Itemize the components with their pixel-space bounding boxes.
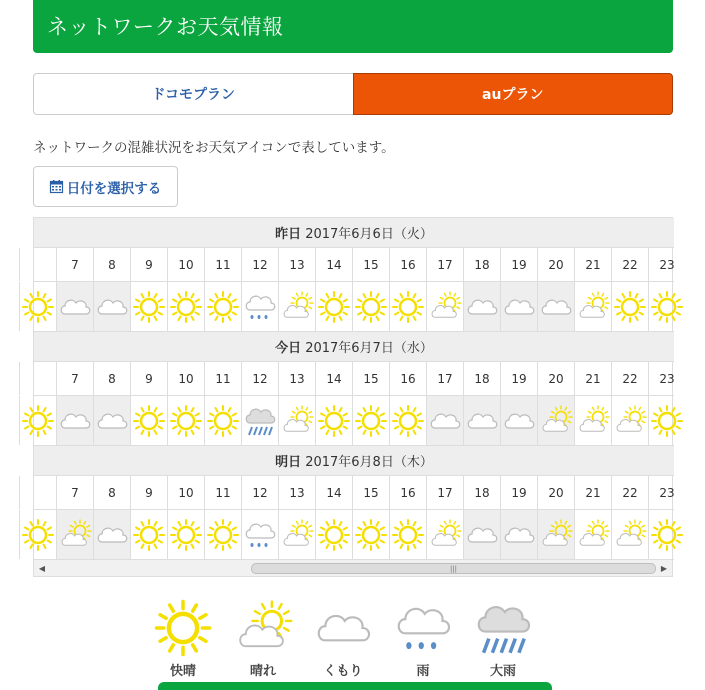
weather-cell	[537, 396, 574, 445]
sunny-icon	[153, 598, 213, 658]
weather-cell	[352, 510, 389, 559]
sunny-icon	[613, 290, 647, 324]
sunny-icon	[169, 404, 203, 438]
hour-cell: 17	[426, 362, 463, 395]
hour-cell: 8	[93, 476, 130, 509]
scrollbar-thumb[interactable]: |||	[251, 563, 656, 574]
weather-cell	[315, 510, 352, 559]
sunny-icon	[169, 518, 203, 552]
partly-sunny-icon	[58, 518, 92, 552]
weather-cell	[537, 282, 574, 331]
hour-cell: 21	[574, 476, 611, 509]
hour-cell: 14	[315, 248, 352, 281]
hour-cell: 15	[352, 248, 389, 281]
sunny-icon	[21, 518, 55, 552]
hour-cell: 21	[574, 248, 611, 281]
select-date-button[interactable]	[33, 166, 178, 207]
hour-cell: 7	[56, 362, 93, 395]
sunny-icon	[169, 290, 203, 324]
weather-cell	[500, 396, 537, 445]
legend-item-rain	[390, 598, 456, 686]
day-header	[34, 446, 674, 476]
weather-cell	[56, 396, 93, 445]
weather-cell	[56, 282, 93, 331]
cloud-icon	[502, 518, 536, 552]
hours-row	[34, 248, 674, 282]
sunny-icon	[354, 290, 388, 324]
heavy-rain-icon	[243, 404, 277, 438]
day-date: 2017年6月6日（火）	[305, 227, 433, 242]
weather-cell	[167, 396, 204, 445]
weather-cell	[93, 282, 130, 331]
cloud-icon	[465, 404, 499, 438]
rain-icon	[243, 290, 277, 324]
hour-cell: 10	[167, 362, 204, 395]
hour-cell: 16	[389, 248, 426, 281]
plan-tabs	[33, 73, 673, 115]
hour-cell: 11	[204, 248, 241, 281]
partly-sunny-icon	[539, 404, 573, 438]
weather-cell	[352, 396, 389, 445]
cloud-icon	[502, 404, 536, 438]
hour-cell: 9	[130, 476, 167, 509]
hour-cell-previous	[19, 362, 56, 395]
hour-cell: 17	[426, 248, 463, 281]
sunny-icon	[650, 290, 684, 324]
partly-sunny-icon	[613, 518, 647, 552]
sunny-icon	[21, 404, 55, 438]
sunny-icon	[650, 518, 684, 552]
sunny-icon	[354, 518, 388, 552]
partly-sunny-icon	[428, 290, 462, 324]
hour-cell: 19	[500, 476, 537, 509]
hour-cell: 11	[204, 476, 241, 509]
hour-cell: 10	[167, 248, 204, 281]
legend-label: 雨	[416, 664, 430, 679]
horizontal-scrollbar[interactable]	[34, 559, 672, 576]
hour-cell: 22	[611, 476, 648, 509]
sunny-icon	[132, 518, 166, 552]
weather-cell-previous	[19, 510, 56, 559]
weather-cell	[463, 282, 500, 331]
cloud-icon	[313, 598, 373, 658]
rain-icon	[243, 518, 277, 552]
weather-cell	[204, 396, 241, 445]
day-header	[34, 332, 674, 362]
hour-cell: 20	[537, 248, 574, 281]
tab-au-plan[interactable]: auプラン	[353, 73, 674, 115]
header-bar	[33, 0, 673, 53]
hour-cell: 15	[352, 476, 389, 509]
weather-cell	[426, 282, 463, 331]
hour-cell: 11	[204, 362, 241, 395]
weather-cell-previous	[19, 396, 56, 445]
calendar-icon	[50, 180, 63, 193]
hour-cell: 7	[56, 476, 93, 509]
legend-label: 快晴	[169, 664, 196, 679]
sunny-icon	[206, 404, 240, 438]
sunny-icon	[132, 290, 166, 324]
day-date: 2017年6月8日（木）	[305, 455, 433, 470]
day-date: 2017年6月7日（水）	[305, 341, 433, 356]
partly-sunny-icon	[280, 518, 314, 552]
sunny-icon	[317, 518, 351, 552]
day-block-today	[34, 332, 675, 386]
weather-cell	[241, 396, 278, 445]
partly-sunny-icon	[280, 404, 314, 438]
cloud-icon	[465, 518, 499, 552]
cloud-icon	[95, 290, 129, 324]
cloud-icon	[465, 290, 499, 324]
hour-cell-previous	[19, 248, 56, 281]
hour-cell: 12	[241, 248, 278, 281]
hour-cell: 22	[611, 248, 648, 281]
weather-cell	[389, 282, 426, 331]
weather-icons-row	[34, 510, 674, 560]
sunny-icon	[650, 404, 684, 438]
weather-cell	[648, 510, 685, 559]
weather-icons-row	[34, 396, 674, 446]
weather-cell	[130, 396, 167, 445]
hour-cell: 20	[537, 362, 574, 395]
hour-cell: 19	[500, 248, 537, 281]
weather-cell-previous	[19, 282, 56, 331]
select-date-label: 日付を選択する	[66, 180, 162, 197]
tab-docomo-plan[interactable]: ドコモプラン	[33, 73, 353, 115]
weather-cell	[389, 396, 426, 445]
hour-cell: 13	[278, 248, 315, 281]
hour-cell: 8	[93, 362, 130, 395]
weather-cell	[278, 396, 315, 445]
weather-cell	[574, 282, 611, 331]
weather-legend	[150, 598, 550, 686]
day-name: 今日	[275, 341, 302, 356]
legend-label: 晴れ	[249, 664, 276, 679]
weather-cell	[463, 396, 500, 445]
hour-cell: 18	[463, 248, 500, 281]
weather-cell	[167, 510, 204, 559]
hours-row	[34, 476, 674, 510]
sunny-icon	[206, 518, 240, 552]
sunny-icon	[317, 404, 351, 438]
day-header	[34, 218, 674, 248]
hour-cell: 17	[426, 476, 463, 509]
sunny-icon	[354, 404, 388, 438]
day-block-yesterday	[34, 218, 675, 272]
hour-cell: 9	[130, 248, 167, 281]
weather-cell	[56, 510, 93, 559]
cloud-icon	[58, 404, 92, 438]
weather-cell	[315, 396, 352, 445]
hour-cell: 18	[463, 362, 500, 395]
hour-cell: 22	[611, 362, 648, 395]
hour-cell: 9	[130, 362, 167, 395]
scroll-left-arrow-icon[interactable]: ◀	[38, 563, 46, 573]
partly-sunny-icon	[280, 290, 314, 324]
weather-cell	[130, 282, 167, 331]
partly-sunny-icon	[576, 518, 610, 552]
weather-cell	[93, 510, 130, 559]
hour-cell: 13	[278, 362, 315, 395]
cloud-icon	[428, 404, 462, 438]
weather-cell	[648, 396, 685, 445]
partly-sunny-icon	[576, 404, 610, 438]
bottom-green-bar	[158, 682, 552, 690]
day-name: 明日	[275, 455, 302, 470]
sunny-icon	[391, 518, 425, 552]
weather-cell	[315, 282, 352, 331]
weather-cell	[500, 510, 537, 559]
rain-icon	[393, 598, 453, 658]
weather-cell	[93, 396, 130, 445]
hour-cell: 23	[648, 476, 685, 509]
weather-cell	[204, 282, 241, 331]
weather-cell	[648, 282, 685, 331]
hour-cell: 13	[278, 476, 315, 509]
sunny-icon	[391, 404, 425, 438]
hour-cell: 18	[463, 476, 500, 509]
legend-item-sunny	[150, 598, 216, 686]
hour-cell: 23	[648, 248, 685, 281]
sunny-icon	[317, 290, 351, 324]
partly-sunny-icon	[233, 598, 293, 658]
hour-cell: 23	[648, 362, 685, 395]
weather-cell	[574, 396, 611, 445]
hour-cell: 12	[241, 362, 278, 395]
page-title: ネットワークお天気情報	[47, 15, 284, 39]
day-name: 昨日	[275, 227, 302, 242]
hour-cell: 20	[537, 476, 574, 509]
cloud-icon	[539, 290, 573, 324]
cloud-icon	[95, 518, 129, 552]
hour-cell: 14	[315, 362, 352, 395]
legend-item-heavy	[470, 598, 536, 686]
weather-cell	[463, 510, 500, 559]
weather-cell	[611, 510, 648, 559]
weather-cell	[204, 510, 241, 559]
description-text: ネットワークの混雑状況をお天気アイコンで表しています。	[33, 140, 395, 156]
partly-sunny-icon	[576, 290, 610, 324]
hour-cell: 8	[93, 248, 130, 281]
hour-cell: 14	[315, 476, 352, 509]
hour-cell: 21	[574, 362, 611, 395]
weather-cell	[426, 396, 463, 445]
weather-cell	[278, 282, 315, 331]
weather-cell	[611, 396, 648, 445]
weather-schedule	[33, 217, 673, 577]
partly-sunny-icon	[428, 518, 462, 552]
sunny-icon	[21, 290, 55, 324]
partly-sunny-icon	[613, 404, 647, 438]
sunny-icon	[391, 290, 425, 324]
hour-cell: 12	[241, 476, 278, 509]
weather-cell	[574, 510, 611, 559]
hour-cell-previous	[19, 476, 56, 509]
weather-cell	[167, 282, 204, 331]
hour-cell: 10	[167, 476, 204, 509]
hour-cell: 16	[389, 476, 426, 509]
cloud-icon	[95, 404, 129, 438]
weather-cell	[241, 282, 278, 331]
weather-cell	[611, 282, 648, 331]
weather-cell	[352, 282, 389, 331]
legend-label: 大雨	[489, 664, 516, 679]
weather-cell	[500, 282, 537, 331]
weather-icons-row	[34, 282, 674, 332]
heavy-rain-icon	[473, 598, 533, 658]
weather-cell	[537, 510, 574, 559]
legend-item-partly	[230, 598, 296, 686]
day-block-tomorrow	[34, 446, 675, 500]
cloud-icon	[502, 290, 536, 324]
weather-cell	[130, 510, 167, 559]
hour-cell: 19	[500, 362, 537, 395]
weather-cell	[241, 510, 278, 559]
legend-label: くもり	[323, 664, 363, 679]
scroll-right-arrow-icon[interactable]: ▶	[660, 563, 668, 573]
cloud-icon	[58, 290, 92, 324]
hour-cell: 7	[56, 248, 93, 281]
hour-cell: 16	[389, 362, 426, 395]
weather-cell	[278, 510, 315, 559]
hour-cell: 15	[352, 362, 389, 395]
weather-cell	[426, 510, 463, 559]
sunny-icon	[132, 404, 166, 438]
weather-cell	[389, 510, 426, 559]
hours-row	[34, 362, 674, 396]
sunny-icon	[206, 290, 240, 324]
legend-item-cloudy	[310, 598, 376, 686]
partly-sunny-icon	[539, 518, 573, 552]
